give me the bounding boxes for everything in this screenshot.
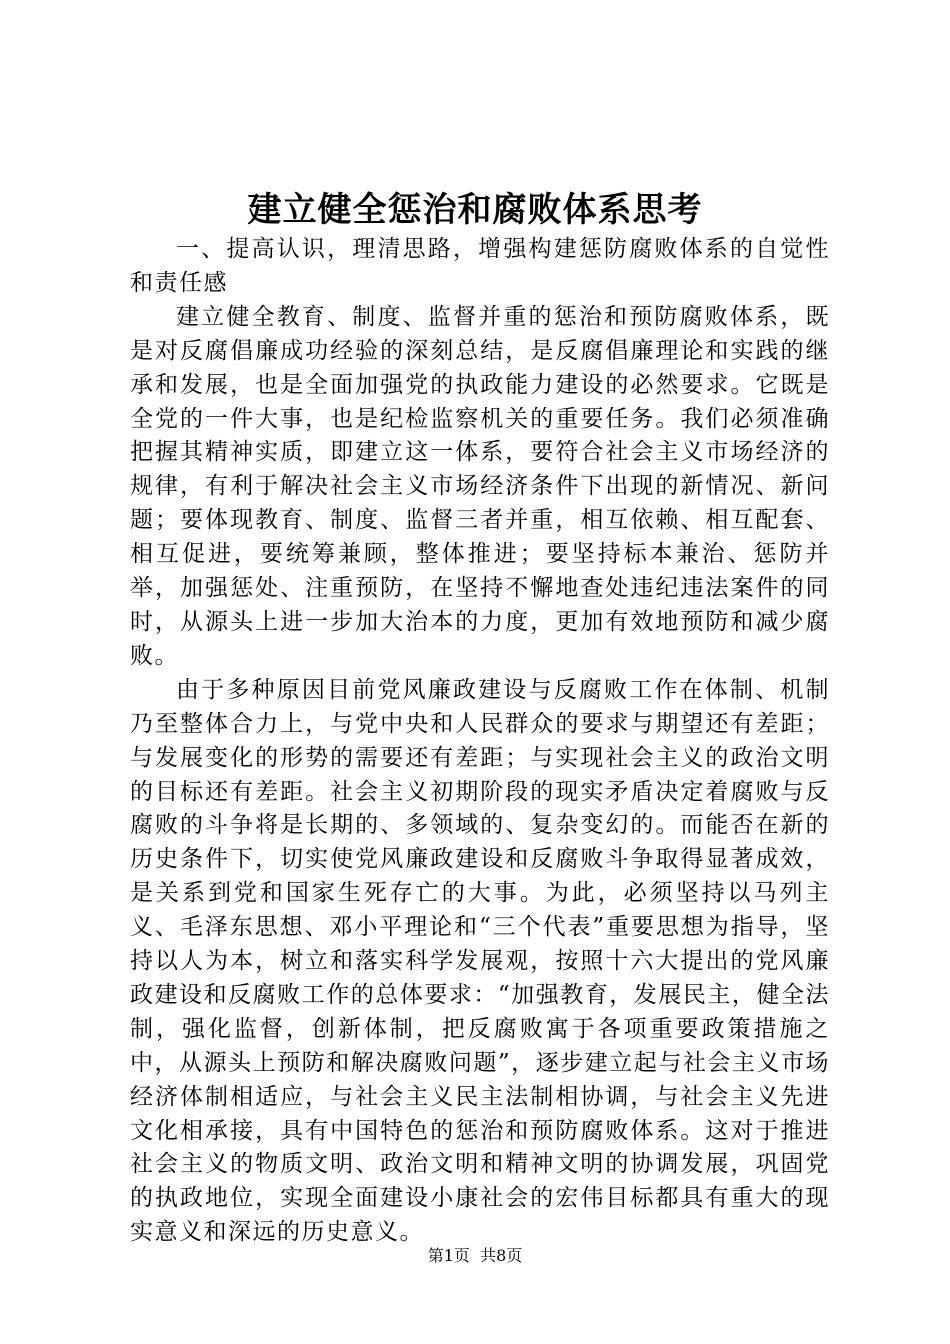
page-number: 第1页: [427, 1246, 470, 1265]
page-total: 共8页: [480, 1246, 523, 1265]
body-paragraph: 建立健全教育、制度、监督并重的惩治和预防腐败体系，既是对反腐倡廉成功经验的深刻总结，是反腐倡廉理论和实践的继承和发展，也是全面加强党的执政能力建设的必然要求。它既是全党的一件大事，也是纪检监察机关的重要任务。我们必须准确把握其精神实质，即建立这一体系，要符合社会主义市场经济的规律，有利于解决社会主义市场经济条件下出现的新情况、新问题；要体现教育、制度、监督三者并重，相互依赖、相互配套、相互促进，要统筹兼顾，整体推进；要坚持标本兼治、惩防并举，加强惩处、注重预防，在坚持不懈地查处违纪违法案件的同时，从源头上进一步加大治本的力度，更加有效地预防和减少腐败。: [130, 303, 830, 669]
body-paragraph: 由于多种原因目前党风廉政建设与反腐败工作在体制、机制乃至整体合力上，与党中央和人民群众的要求与期望还有差距；与发展变化的形势的需要还有差距；与实现社会主义的政治文明的目标还有差距。社会主义初期阶段的现实矛盾决定着腐败与反腐败的斗争将是长期的、多领域的、复杂变幻的。而能否在新的历史条件下，切实使党风廉政建设和反腐败斗争取得显著成效，是关系到党和国家生死存亡的大事。为此，必须坚持以马列主义、毛泽东思想、邓小平理论和“三个代表”重要思想为指导，坚持以人为本，树立和落实科学发展观，按照十六大提出的党风廉政建设和反腐败工作的总体要求：“加强教育，发展民主，健全法制，强化监督，创新体制，把反腐败寓于各项重要政策措施之中，从源头上预防和解决腐败问题”，逐步建立起与社会主义市场经济体制相适应，与社会主义民主法制相协调，与社会主义先进文化相承接，具有中国特色的惩治和预防腐败体系。这对于推进社会主义的物质文明、政治文明和精神文明的协调发展，巩固党的执政地位，实现全面建设小康社会的宏伟目标都具有重大的现实意义和深远的历史意义。: [130, 676, 830, 1246]
section-heading-paragraph: 一、提高认识，理清思路，增强构建惩防腐败体系的自觉性和责任感: [130, 236, 830, 296]
page-footer: [0, 1244, 950, 1268]
document-title: 建立健全惩治和腐败体系思考: [247, 190, 703, 230]
document-body: [130, 233, 830, 1250]
